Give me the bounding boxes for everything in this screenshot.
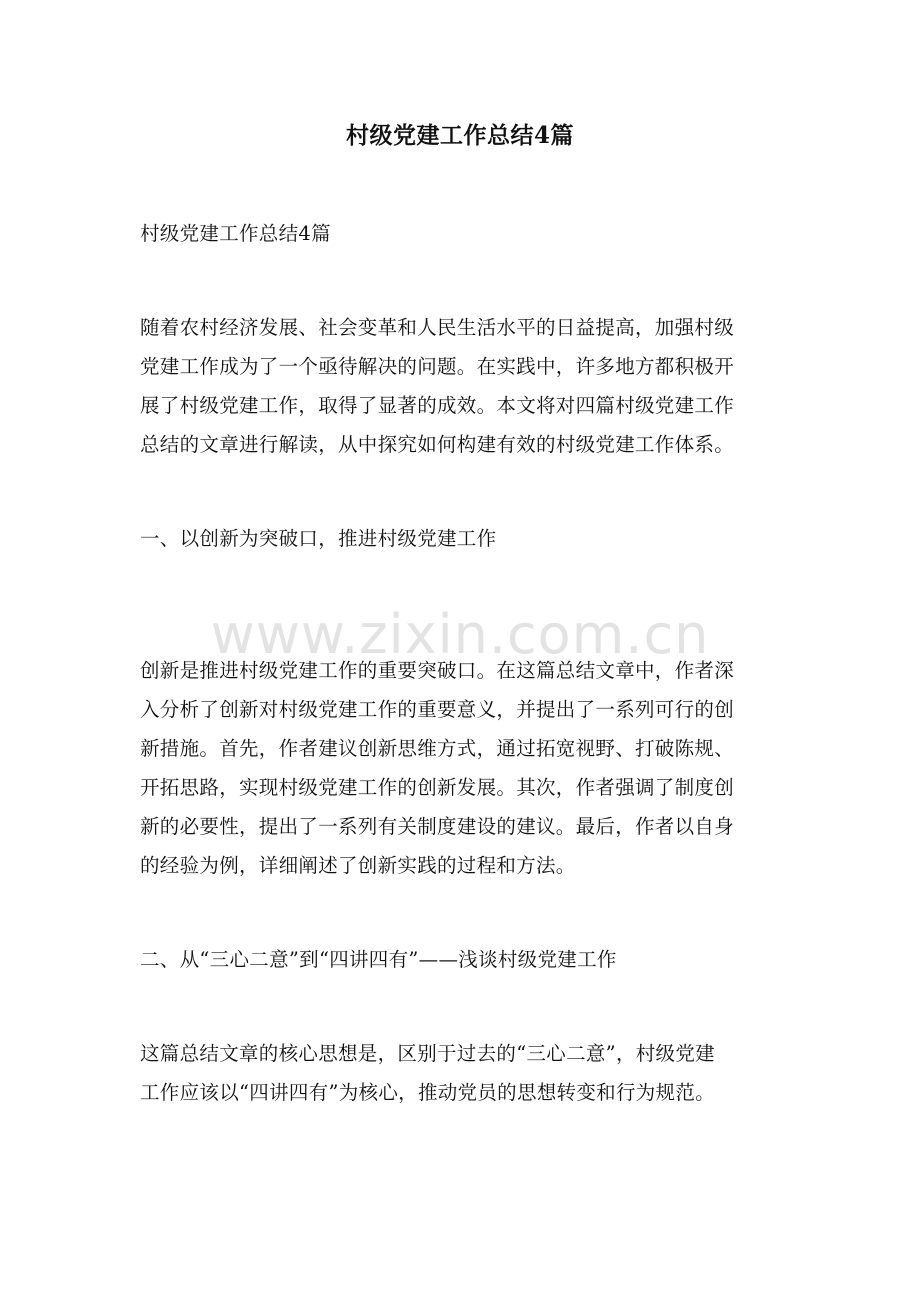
section1-line-6: 的经验为例，详细阐述了创新实践的过程和方法。	[140, 854, 576, 877]
section2-line-1: 这篇总结文章的核心思想是，区别于过去的“三心二意”，村级党建	[140, 1042, 715, 1065]
section1-heading: 一、以创新为突破口，推进村级党建工作	[140, 527, 497, 550]
watermark: www.zixin.com.cn	[210, 603, 710, 666]
section1-line-5: 新的必要性，提出了一系列有关制度建设的建议。最后，作者以自身	[140, 815, 735, 838]
section1-line-2: 入分析了创新对村级党建工作的重要意义，并提出了一系列可行的创	[140, 698, 735, 721]
document-subtitle: 村级党建工作总结4篇	[140, 222, 331, 245]
intro-line-4: 总结的文章进行解读，从中探究如何构建有效的村级党建工作体系。	[140, 433, 735, 456]
intro-line-2: 党建工作成为了一个亟待解决的问题。在实践中，许多地方都积极开	[140, 355, 735, 378]
intro-line-3: 展了村级党建工作，取得了显著的成效。本文将对四篇村级党建工作	[140, 394, 735, 417]
section1-line-3: 新措施。首先，作者建议创新思维方式，通过拓宽视野、打破陈规、	[140, 737, 735, 760]
section1-line-4: 开拓思路，实现村级党建工作的创新发展。其次，作者强调了制度创	[140, 776, 735, 799]
section2-line-2: 工作应该以“四讲四有”为核心，推动党员的思想转变和行为规范。	[140, 1081, 715, 1104]
section2-heading: 二、从“三心二意”到“四讲四有”——浅谈村级党建工作	[140, 948, 617, 971]
section1-line-1: 创新是推进村级党建工作的重要突破口。在这篇总结文章中，作者深	[140, 659, 735, 682]
document-title: 村级党建工作总结4篇	[345, 122, 574, 149]
intro-line-1: 随着农村经济发展、社会变革和人民生活水平的日益提高，加强村级	[140, 316, 735, 339]
